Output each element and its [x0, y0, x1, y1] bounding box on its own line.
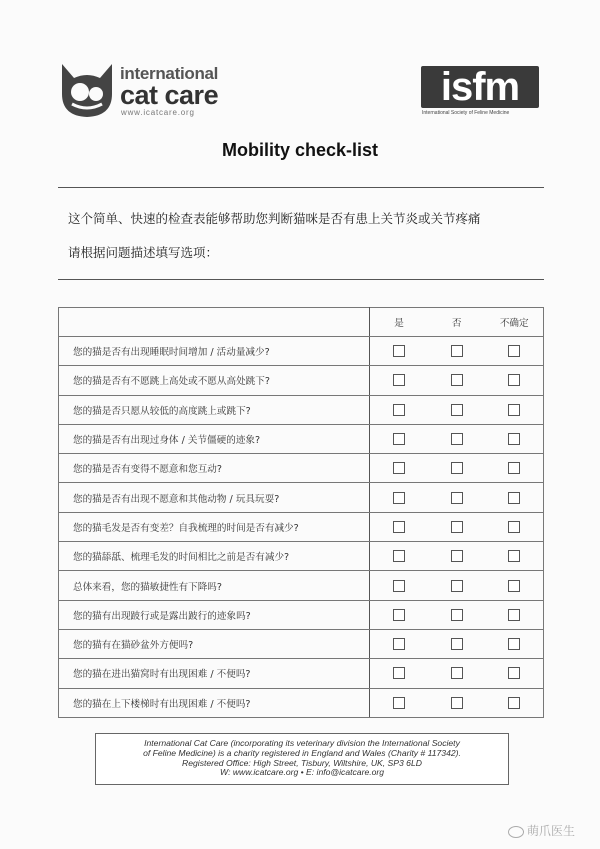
- table-row: [59, 366, 544, 395]
- divider-top: [58, 187, 544, 188]
- checkbox-no[interactable]: [451, 492, 463, 504]
- checkbox-unsure[interactable]: [508, 462, 520, 474]
- checkbox-no[interactable]: [451, 580, 463, 592]
- checkbox-no[interactable]: [451, 521, 463, 533]
- table-row: [59, 600, 544, 629]
- checkbox-no[interactable]: [451, 345, 463, 357]
- column-header-yes: 是: [370, 308, 428, 337]
- question-text: 总体来看，您的猫敏捷性有下降吗?: [59, 571, 370, 600]
- checkbox-unsure[interactable]: [508, 433, 520, 445]
- watermark-text: 萌爪医生: [527, 824, 576, 838]
- checkbox-no[interactable]: [451, 550, 463, 562]
- checkbox-yes[interactable]: [393, 609, 405, 621]
- watermark: [508, 822, 575, 839]
- checkbox-no[interactable]: [451, 609, 463, 621]
- checkbox-no[interactable]: [451, 697, 463, 709]
- checkbox-unsure[interactable]: [508, 580, 520, 592]
- checkbox-no[interactable]: [451, 433, 463, 445]
- checkbox-yes[interactable]: [393, 550, 405, 562]
- checkbox-no[interactable]: [451, 462, 463, 474]
- checkbox-unsure[interactable]: [508, 550, 520, 562]
- question-text: 您的猫是否有不愿跳上高处或不愿从高处跳下?: [59, 366, 370, 395]
- footer-box: [95, 733, 509, 785]
- checkbox-yes[interactable]: [393, 404, 405, 416]
- column-header-unsure: 不确定: [485, 308, 543, 337]
- question-text: 您的猫有在猫砂盆外方便吗?: [59, 629, 370, 658]
- checkbox-yes[interactable]: [393, 697, 405, 709]
- mobility-checklist-table: [58, 307, 544, 718]
- icc-logo-url: www.icatcare.org: [121, 108, 195, 117]
- table-row: [59, 424, 544, 453]
- footer-line-3: Registered Office: High Street, Tisbury, Wiltshire, UK, SP3 6LD: [182, 757, 422, 768]
- question-text: 您的猫是否只愿从较低的高度跳上或跳下?: [59, 395, 370, 424]
- checkbox-unsure[interactable]: [508, 521, 520, 533]
- question-text: 您的猫是否有出现睡眠时间增加 / 活动量减少?: [59, 337, 370, 366]
- weibo-icon: [508, 826, 524, 838]
- table-row: [59, 571, 544, 600]
- checkbox-yes[interactable]: [393, 492, 405, 504]
- checkbox-unsure[interactable]: [508, 667, 520, 679]
- checkbox-yes[interactable]: [393, 433, 405, 445]
- table-row: [59, 454, 544, 483]
- question-text: 您的猫在进出猫窝时有出现困难 / 不便吗?: [59, 659, 370, 688]
- icc-logo: [58, 60, 248, 120]
- checkbox-yes[interactable]: [393, 580, 405, 592]
- checkbox-yes[interactable]: [393, 638, 405, 650]
- checkbox-unsure[interactable]: [508, 404, 520, 416]
- checkbox-yes[interactable]: [393, 345, 405, 357]
- table-row: [59, 483, 544, 512]
- question-text: 您的猫毛发是否有变差？自我梳理的时间是否有减少?: [59, 512, 370, 541]
- isfm-logo: [421, 66, 541, 118]
- checkbox-yes[interactable]: [393, 521, 405, 533]
- cat-head-icon: [58, 60, 116, 120]
- checkbox-no[interactable]: [451, 638, 463, 650]
- table-row: [59, 337, 544, 366]
- checkbox-unsure[interactable]: [508, 374, 520, 386]
- checkbox-yes[interactable]: [393, 462, 405, 474]
- question-text: 您的猫舔舐、梳理毛发的时间相比之前是否有减少?: [59, 542, 370, 571]
- footer-line-2: of Feline Medicine) is a charity registered in England and Wales (Charity # 117342).: [143, 747, 461, 758]
- checkbox-unsure[interactable]: [508, 345, 520, 357]
- question-text: 您的猫有出现跛行或是露出跛行的迹象吗?: [59, 600, 370, 629]
- table-row: [59, 395, 544, 424]
- checkbox-no[interactable]: [451, 404, 463, 416]
- checkbox-unsure[interactable]: [508, 638, 520, 650]
- table-header-row: [59, 308, 544, 337]
- footer-line-1: International Cat Care (incorporating its veterinary division the International Society: [144, 738, 460, 748]
- icc-logo-line2: cat care: [120, 80, 219, 110]
- checkbox-unsure[interactable]: [508, 697, 520, 709]
- question-text: 您的猫是否有出现不愿意和其他动物 / 玩具玩耍?: [59, 483, 370, 512]
- question-column-header: [59, 308, 370, 337]
- checkbox-yes[interactable]: [393, 667, 405, 679]
- question-text: 您的猫是否有变得不愿意和您互动?: [59, 454, 370, 483]
- isfm-logo-text: isfm: [440, 65, 520, 109]
- table-row: [59, 542, 544, 571]
- column-header-no: 否: [428, 308, 486, 337]
- checkbox-no[interactable]: [451, 374, 463, 386]
- checkbox-unsure[interactable]: [508, 492, 520, 504]
- question-text: 您的猫是否有出现过身体 / 关节僵硬的迹象?: [59, 424, 370, 453]
- icc-logo-line1: international: [120, 64, 219, 83]
- checkbox-no[interactable]: [451, 667, 463, 679]
- question-text: 您的猫在上下楼梯时有出现困难 / 不便吗?: [59, 688, 370, 717]
- divider-bottom: [58, 279, 544, 280]
- page-title: Mobility check-list: [221, 140, 379, 160]
- checkbox-yes[interactable]: [393, 374, 405, 386]
- intro-line-2: 请根据问题描述填写选项：: [68, 245, 219, 260]
- table-row: [59, 659, 544, 688]
- table-row: [59, 629, 544, 658]
- intro-line-1: 这个简单、快速的检查表能够帮助您判断猫咪是否有患上关节炎或关节疼痛: [68, 211, 481, 226]
- table-row: [59, 512, 544, 541]
- checkbox-unsure[interactable]: [508, 609, 520, 621]
- footer-line-4: W: www.icatcare.org • E: info@icatcare.org: [219, 767, 385, 778]
- isfm-logo-subtitle: International Society of Feline Medicine: [422, 110, 510, 116]
- table-row: [59, 688, 544, 717]
